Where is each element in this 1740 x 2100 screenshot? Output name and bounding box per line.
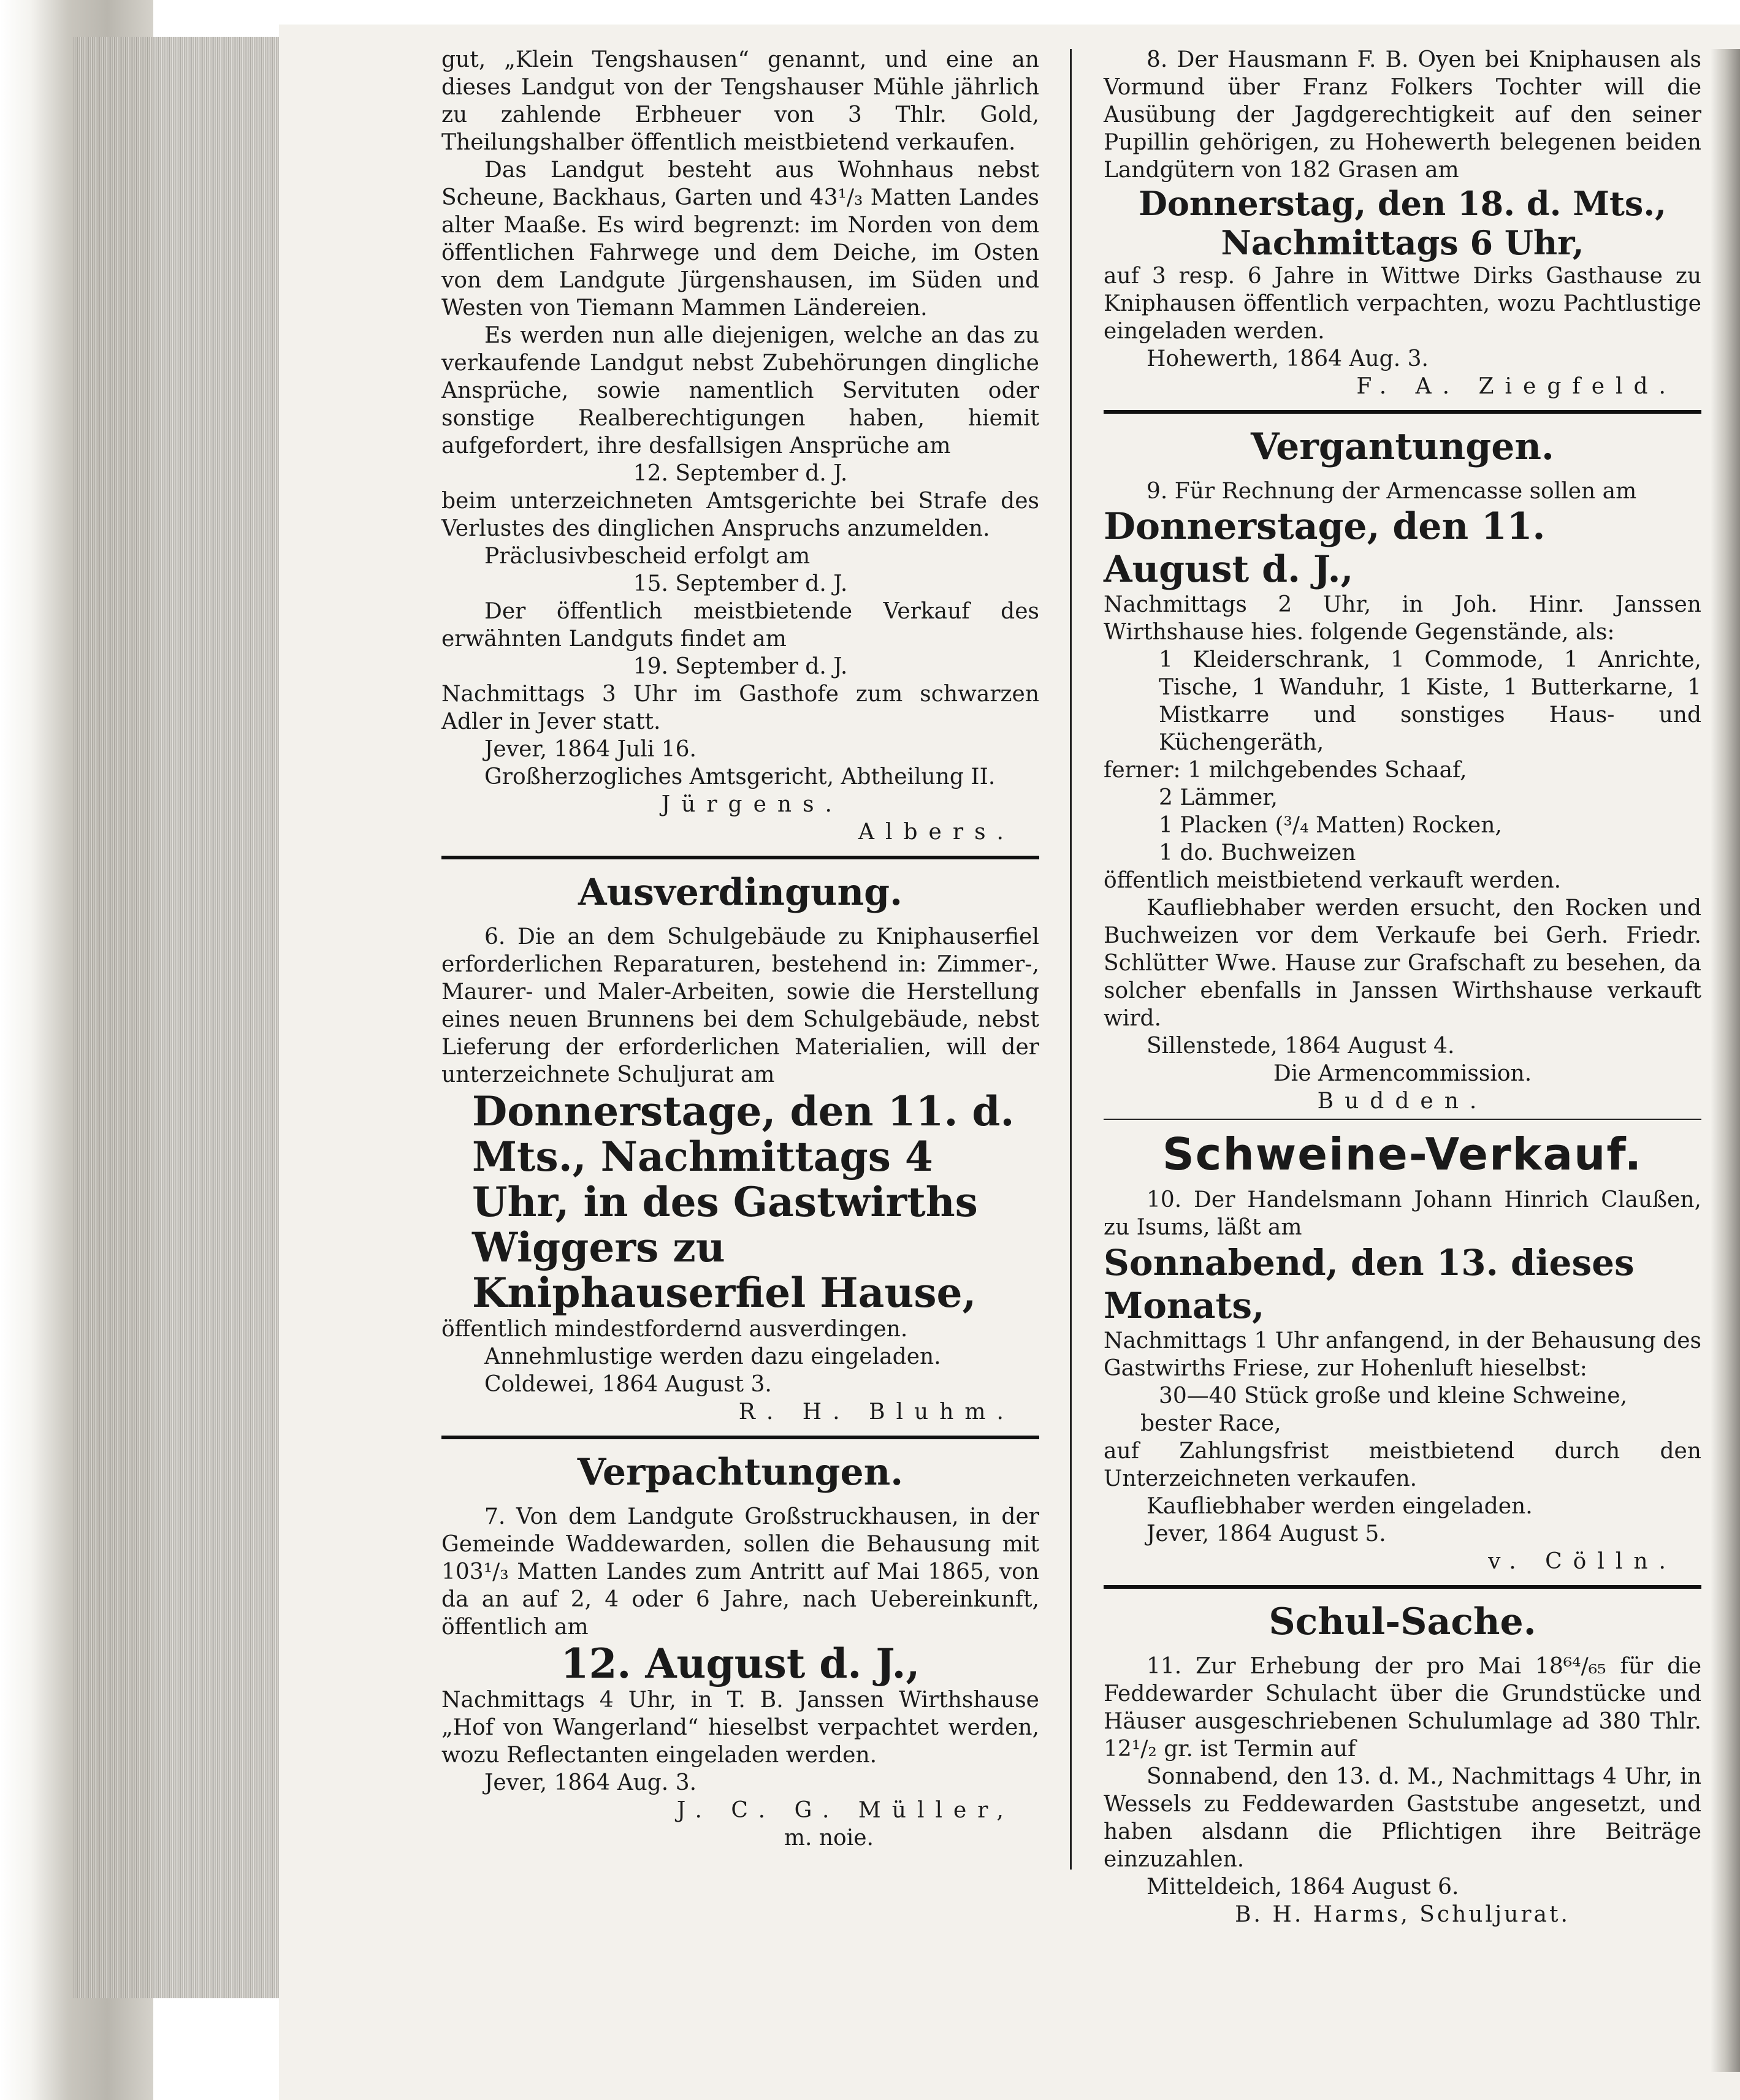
notice-9-lambs: 2 Lämmer, bbox=[1159, 785, 1278, 810]
signature-mueller: J. C. G. Müller, bbox=[676, 1798, 1015, 1823]
page-right-edge bbox=[1711, 49, 1740, 2072]
signature-albers: Albers. bbox=[858, 820, 1015, 845]
section-divider-4 bbox=[1104, 1119, 1701, 1120]
court-name: Großherzogliches Amtsgericht, Abtheilung II. bbox=[484, 764, 996, 789]
notice-7-date: 12. August d. J., bbox=[560, 1640, 920, 1687]
section-divider-5 bbox=[1104, 1585, 1701, 1589]
dateline-coldewei: Coldewei, 1864 August 3. bbox=[484, 1372, 772, 1397]
dateline-sillenstede: Sillenstede, 1864 August 4. bbox=[1147, 1033, 1455, 1059]
date-sale: 19. September d. J. bbox=[633, 654, 848, 679]
notice-6-date: Donnerstage, den 11. d. Mts., Nachmittags 4 Uhr, in des Gastwirths Wiggers zu Kniphauserfiel Hause, bbox=[472, 1087, 1015, 1317]
signature-bluhm: R. H. Bluhm. bbox=[738, 1399, 1015, 1425]
notice-10-breed: bester Race, bbox=[1140, 1411, 1281, 1436]
notice-5-claims: Es werden nun alle diejenigen, welche an das zu verkaufende Landgut nebst Zubehörungen dingliche Ansprüche, sowie namentlich Servituten oder sonstige Realberechtigungen haben, hiemit aufgefordert, ihre desfallsigen Ansprüche am bbox=[441, 323, 1039, 458]
signature-juergens: Jürgens. bbox=[661, 792, 843, 817]
notice-5-claims-end: beim unterzeichneten Amtsgerichte bei Strafe des Verlustes des dinglichen Anspruchs anzumelden. bbox=[441, 489, 1039, 541]
notice-10-terms: auf Zahlungsfrist meistbietend durch den Unterzeichneten verkaufen. bbox=[1104, 1439, 1701, 1491]
left-column bbox=[441, 46, 1039, 1852]
dateline-mitteldeich: Mitteldeich, 1864 August 6. bbox=[1147, 1874, 1459, 1900]
notice-11-appointment: Sonnabend, den 13. d. M., Nachmittags 4 Uhr, in Wessels zu Feddewarden Gaststube angesetzt, und haben alsdann die Pflichtigen ihre Beiträge einzuzahlen. bbox=[1104, 1764, 1701, 1872]
section-divider bbox=[441, 856, 1039, 859]
notice-8-date: Donnerstag, den 18. d. Mts., bbox=[1139, 184, 1666, 223]
signature-mueller-note: m. noie. bbox=[784, 1825, 874, 1851]
dateline-hohewerth: Hohewerth, 1864 Aug. 3. bbox=[1147, 346, 1429, 371]
notice-8-time: Nachmittags 6 Uhr, bbox=[1221, 223, 1584, 262]
notice-9-furthermore: ferner: 1 milchgebendes Schaaf, bbox=[1104, 758, 1467, 783]
notice-5-description: Das Landgut besteht aus Wohnhaus nebst Scheune, Backhaus, Garten und 43¹/₃ Matten Landes alter Maaße. Es wird begrenzt: im Norden von dem öffentlichen Fahrwege und dem Deiche, im Osten von dem Landgute Jürgenshausen, im Süden und Westen von Tiemann Mammen Ländereien. bbox=[441, 158, 1039, 321]
column-divider bbox=[1070, 49, 1072, 1870]
signature-budden: Budden. bbox=[1317, 1089, 1488, 1114]
notice-8-body: 8. Der Hausmann F. B. Oyen bei Kniphausen als Vormund über Franz Folkers Tochter will die Ausübung der Jagdgerechtigkeit auf den seiner Pupillin gehörigen, zu Hohewerth belegenen beiden Landgütern von 182 Grasen am bbox=[1104, 47, 1701, 183]
heading-vergantungen: Vergantungen. bbox=[1251, 425, 1554, 468]
notice-9-buckwheat: 1 do. Buchweizen bbox=[1159, 840, 1356, 865]
notice-5-continuation: gut, „Klein Tengshausen“ genannt, und eine an dieses Landgut von der Tengshauser Mühle jährlich zu zahlende Erbheuer von 3 Thlr. Gold, Theilungshalber öffentlich meistbietend verkaufen. bbox=[441, 47, 1039, 155]
signature-harms: B. H. Harms, Schuljurat. bbox=[1235, 1902, 1570, 1927]
date-preclusion: 15. September d. J. bbox=[633, 571, 848, 596]
notice-6-body: 6. Die an dem Schulgebäude zu Kniphauserfiel erforderlichen Reparaturen, bestehend in: Zimmer-, Maurer- und Maler-Arbeiten, sowie die Herstellung eines neuen Brunnens bei dem Schulgebäude, nebst Lieferung der erforderlichen Materialien, will der unterzeichnete Schuljurat am bbox=[441, 924, 1039, 1087]
notice-9-viewing: Kaufliebhaber werden ersucht, den Rocken und Buchweizen vor dem Verkaufe bei Gerh. Friedr. Schlütter Wwe. Hause zur Grafschaft zu besehen, da solcher ebenfalls in Janssen Wirthshause verkauft wird. bbox=[1104, 896, 1701, 1031]
notice-10-date: Sonnabend, den 13. dieses Monats, bbox=[1104, 1242, 1635, 1326]
date-claims: 12. September d. J. bbox=[633, 461, 848, 486]
section-divider-3 bbox=[1104, 410, 1701, 414]
heading-verpachtungen: Verpachtungen. bbox=[577, 1451, 904, 1494]
notice-6-action: öffentlich mindestfordernd ausverdingen. bbox=[441, 1317, 908, 1342]
notice-9-intro: 9. Für Rechnung der Armencasse sollen am bbox=[1147, 479, 1637, 504]
heading-schul-sache: Schul-Sache. bbox=[1269, 1600, 1536, 1643]
notice-10-pigs: 30—40 Stück große und kleine Schweine, bbox=[1159, 1383, 1628, 1409]
notice-8-place: auf 3 resp. 6 Jahre in Wittwe Dirks Gasthause zu Kniphausen öffentlich verpachten, wozu Pachtlustige eingeladen werden. bbox=[1104, 264, 1701, 344]
dateline-jever-3: Jever, 1864 August 5. bbox=[1147, 1521, 1386, 1546]
notice-5-sale: Der öffentlich meistbietende Verkauf des erwähnten Landguts findet am bbox=[441, 599, 1039, 652]
right-column bbox=[1104, 46, 1701, 1928]
notice-9-action: öffentlich meistbietend verkauft werden. bbox=[1104, 868, 1562, 893]
notice-6-invitation: Annehmlustige werden dazu eingeladen. bbox=[484, 1344, 941, 1369]
notice-9-rye: 1 Placken (³/₄ Matten) Rocken, bbox=[1159, 813, 1502, 838]
dateline-jever-2: Jever, 1864 Aug. 3. bbox=[484, 1770, 697, 1795]
notice-11-body: 11. Zur Erhebung der pro Mai 18⁶⁴/₆₅ für die Feddewarder Schulacht über die Grundstücke und Häuser ausgeschriebenen Schulumlage ad 380 Thlr. 12¹/₂ gr. ist Termin auf bbox=[1104, 1654, 1701, 1762]
notice-9-date: Donnerstage, den 11. August d. J., bbox=[1104, 505, 1546, 591]
signature-ziegfeld: F. A. Ziegfeld. bbox=[1356, 374, 1677, 399]
poor-commission: Die Armencommission. bbox=[1273, 1061, 1532, 1086]
notice-9-place: Nachmittags 2 Uhr, in Joh. Hinr. Janssen Wirthshause hies. folgende Gegenstände, als: bbox=[1104, 592, 1701, 645]
notice-10-invitation: Kaufliebhaber werden eingeladen. bbox=[1147, 1494, 1533, 1519]
section-divider-2 bbox=[441, 1436, 1039, 1439]
notice-10-body: 10. Der Handelsmann Johann Hinrich Claußen, zu Isums, läßt am bbox=[1104, 1187, 1701, 1240]
notice-7-body: 7. Von dem Landgute Großstruckhausen, in der Gemeinde Waddewarden, sollen die Behausung mit 103¹/₃ Matten Landes zum Antritt auf Mai 1865, von da an auf 2, 4 oder 6 Jahre, nach Uebereinkunft, öffentlich am bbox=[441, 1504, 1039, 1640]
notice-5-sale-place: Nachmittags 3 Uhr im Gasthofe zum schwarzen Adler in Jever statt. bbox=[441, 682, 1039, 734]
signature-coelln: v. Cölln. bbox=[1488, 1549, 1677, 1574]
notice-7-place: Nachmittags 4 Uhr, in T. B. Janssen Wirthshause „Hof von Wangerland“ hieselbst verpachtet werden, wozu Reflectanten eingeladen werden. bbox=[441, 1687, 1039, 1768]
book-page-edges bbox=[74, 37, 282, 1998]
notice-5-preclusion: Präclusivbescheid erfolgt am bbox=[484, 544, 811, 569]
heading-ausverdingung: Ausverdingung. bbox=[578, 871, 902, 914]
notice-10-place: Nachmittags 1 Uhr anfangend, in der Behausung des Gastwirths Friese, zur Hohenluft hieselbst: bbox=[1104, 1328, 1701, 1381]
notice-9-items: 1 Kleiderschrank, 1 Commode, 1 Anrichte, Tische, 1 Wanduhr, 1 Kiste, 1 Butterkarne, 1 Mistkarre und sonstiges Haus- und Küchengeräth, bbox=[1159, 647, 1701, 755]
dateline-jever-1: Jever, 1864 Juli 16. bbox=[484, 737, 696, 762]
heading-schweine-verkauf: Schweine-Verkauf. bbox=[1162, 1128, 1643, 1180]
